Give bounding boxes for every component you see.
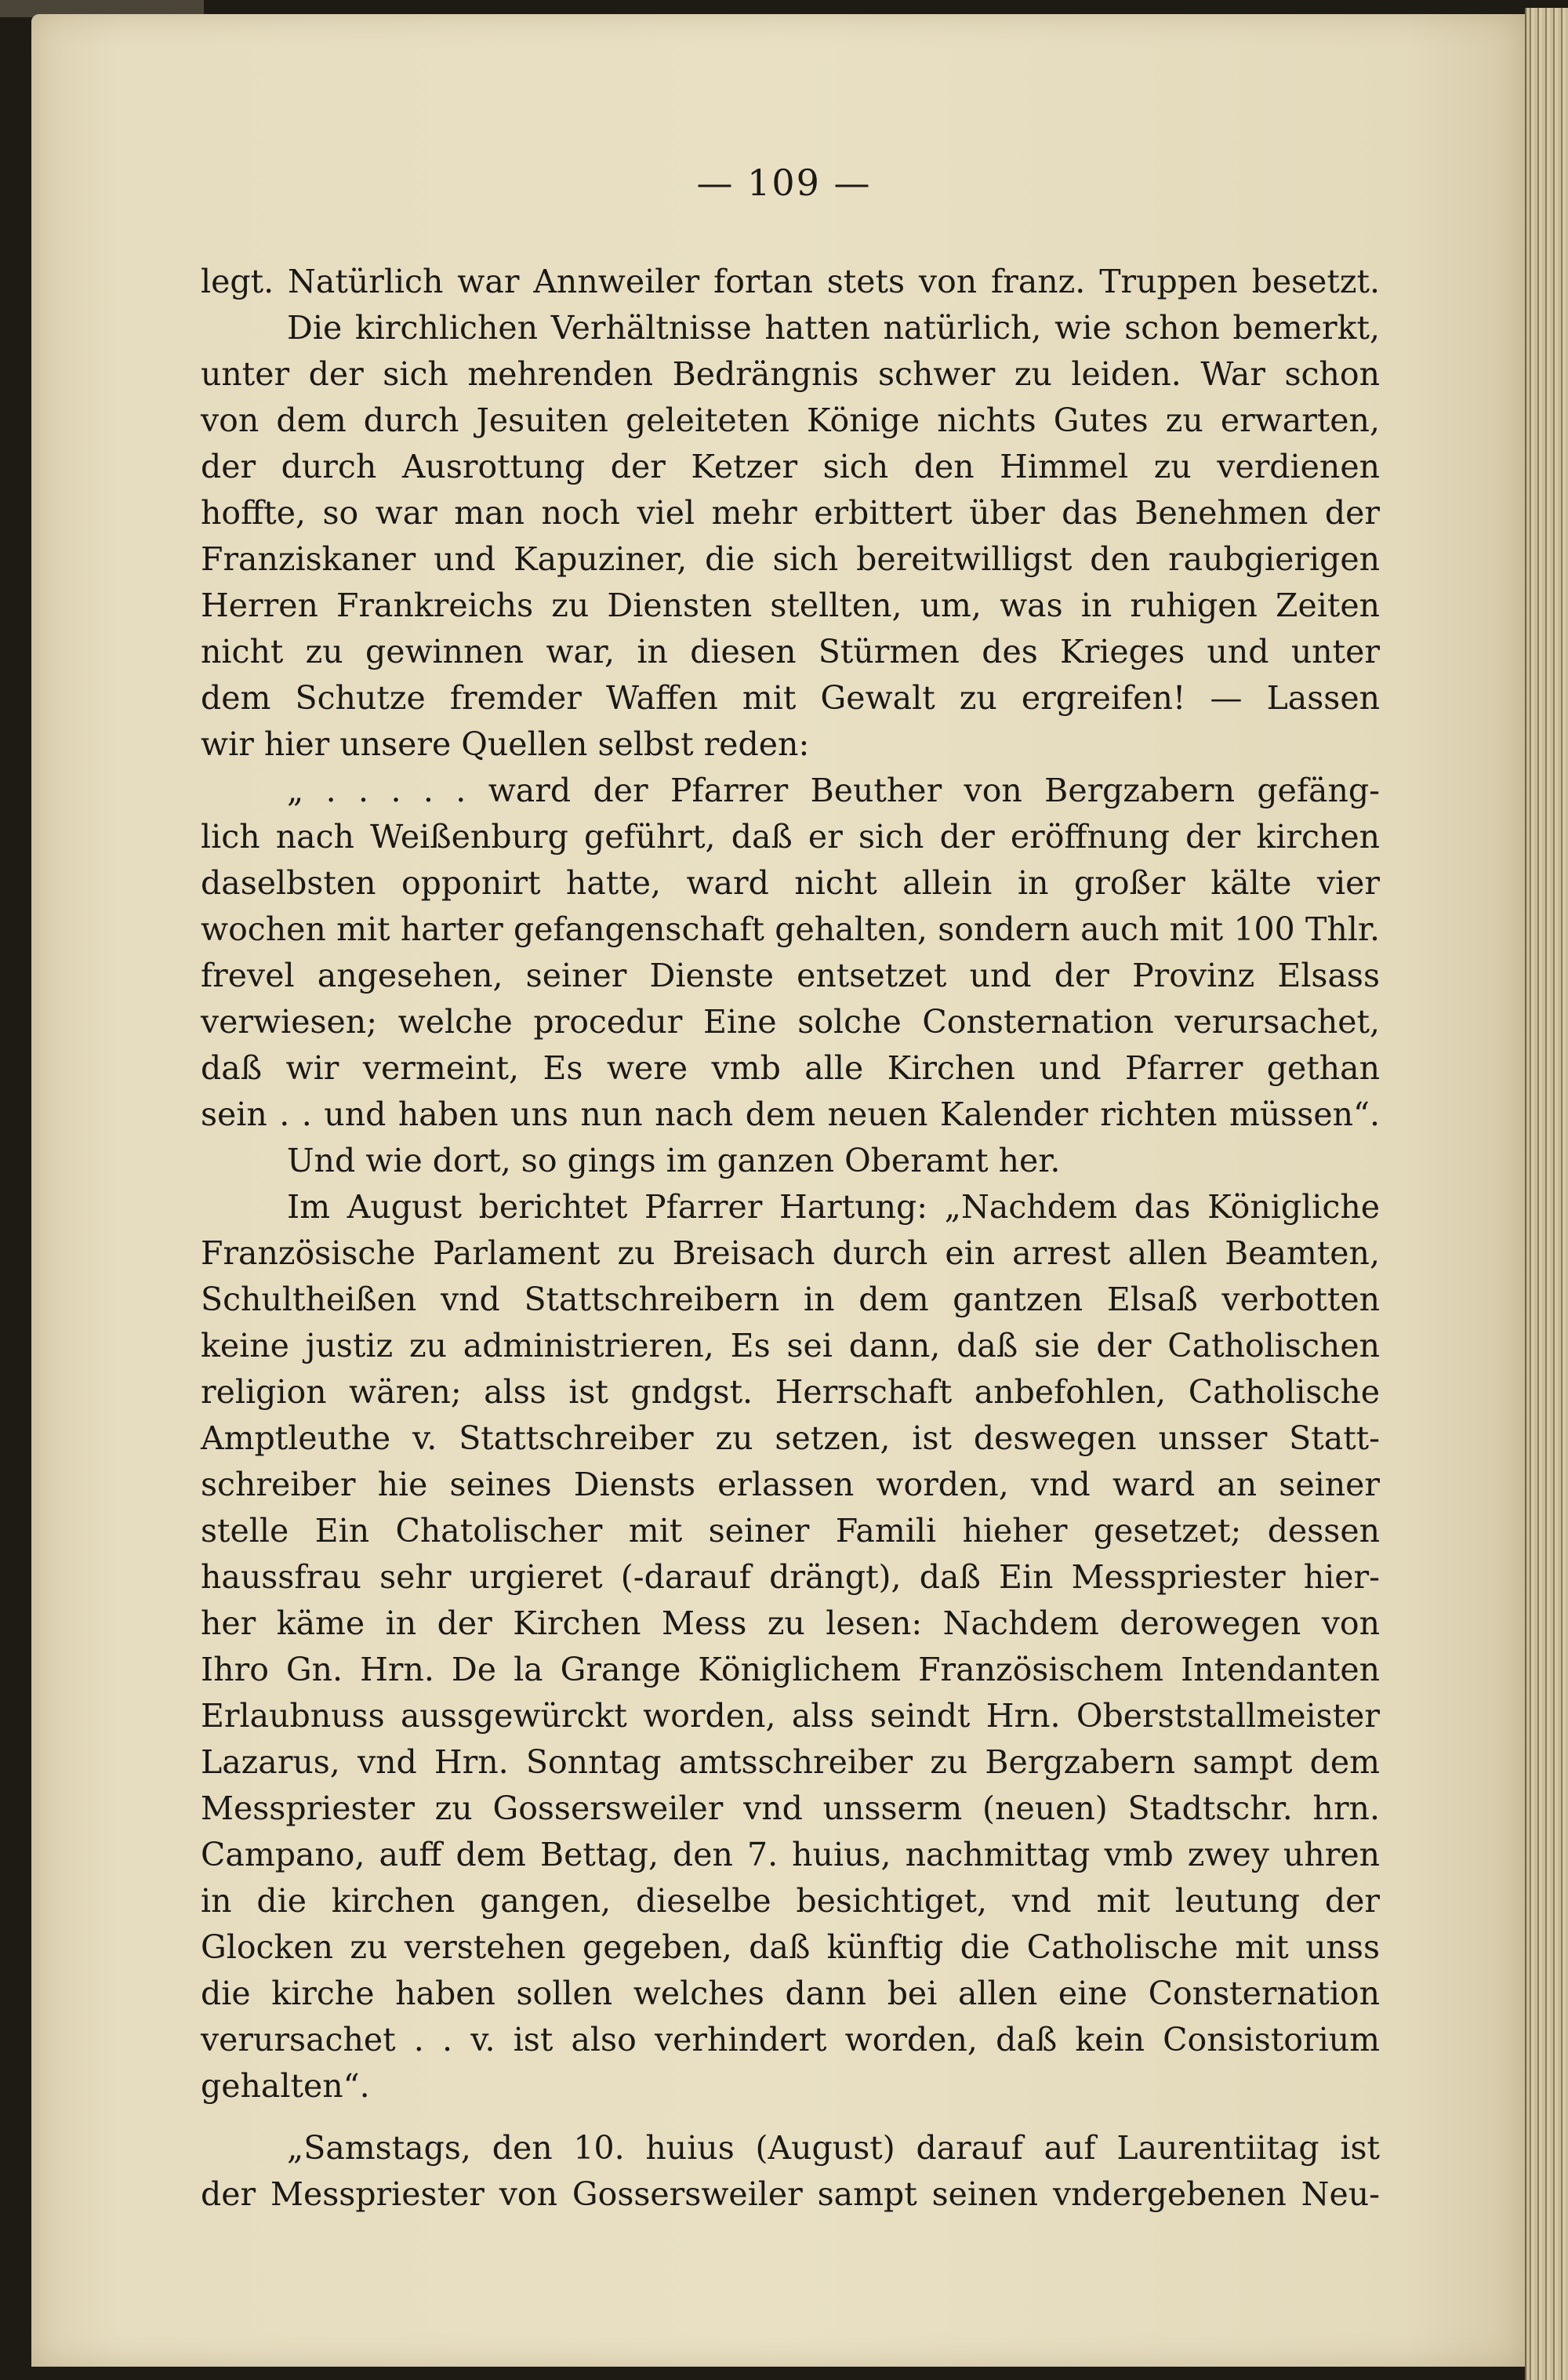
text-line: verwiesen; welche procedur Eine solche Consternation verursachet,	[201, 1003, 1380, 1041]
text-line: die kirche haben sollen welches dann bei allen eine Consternation	[201, 1975, 1380, 2012]
text-line: „ . . . . . ward der Pfarrer Beuther von Bergzabern gefäng-	[287, 772, 1380, 809]
text-line: lich nach Weißenburg geführt, daß er sich der eröffnung der kirchen	[201, 818, 1380, 856]
text-line: verursachet . . v. ist also verhindert worden, daß kein Consistorium	[201, 2021, 1380, 2058]
text-line: frevel angesehen, seiner Dienste entsetzet und der Provinz Elsass	[201, 957, 1380, 994]
text-line: unter der sich mehrenden Bedrängnis schwer zu leiden. War schon	[201, 355, 1380, 393]
text-line: Herren Frankreichs zu Diensten stellten, um, was in ruhigen Zeiten	[201, 587, 1380, 624]
text-line: hoffte, so war man noch viel mehr erbittert über das Benehmen der	[201, 494, 1380, 532]
body-text	[201, 259, 1380, 2218]
text-line: keine justiz zu administrieren, Es sei dann, daß sie der Catholischen	[201, 1327, 1380, 1364]
text-line: Campano, auff dem Bettag, den 7. huius, nachmittag vmb zwey uhren	[201, 1836, 1380, 1873]
book-page-edges	[1525, 8, 1568, 2380]
text-line: Glocken zu verstehen gegeben, daß künftig die Catholische mit unss	[201, 1928, 1380, 1966]
text-line: Französische Parlament zu Breisach durch ein arrest allen Beamten,	[201, 1234, 1380, 1272]
text-line: Und wie dort, so gings im ganzen Oberamt her.	[287, 1142, 1061, 1179]
text-line: Schultheißen vnd Stattschreibern in dem gantzen Elsaß verbotten	[201, 1281, 1380, 1318]
text-line: Die kirchlichen Verhältnisse hatten natürlich, wie schon bemerkt,	[287, 309, 1380, 347]
text-line: der Messpriester von Gossersweiler sampt seinen vndergebenen Neu-	[201, 2175, 1380, 2213]
text-line: Ihro Gn. Hrn. De la Grange Königlichem Französischem Intendanten	[201, 1651, 1380, 1688]
page-number: — 109 —	[696, 162, 872, 204]
text-line: daß wir vermeint, Es were vmb alle Kirchen und Pfarrer gethan	[201, 1049, 1380, 1087]
text-line: wochen mit harter gefangenschaft gehalten, sondern auch mit 100 Thlr.	[201, 910, 1380, 948]
text-line: Messpriester zu Gossersweiler vnd unsserm (neuen) Stadtschr. hrn.	[201, 1790, 1380, 1827]
text-line: her käme in der Kirchen Mess zu lesen: Nachdem derowegen von	[201, 1604, 1380, 1642]
text-line: Franziskaner und Kapuziner, die sich bereitwilligst den raubgierigen	[201, 540, 1380, 578]
text-line: dem Schutze fremder Waffen mit Gewalt zu ergreifen! — Lassen	[201, 679, 1380, 717]
text-line: sein . . und haben uns nun nach dem neuen Kalender richten müssen“.	[201, 1096, 1380, 1133]
paragraph-gap	[201, 2109, 1380, 2125]
text-line: schreiber hie seines Diensts erlassen worden, vnd ward an seiner	[201, 1466, 1380, 1503]
text-line: gehalten“.	[201, 2067, 370, 2105]
text-line: legt. Natürlich war Annweiler fortan stets von franz. Truppen besetzt.	[201, 263, 1380, 300]
text-line: nicht zu gewinnen war, in diesen Stürmen des Krieges und unter	[201, 633, 1380, 670]
text-line: wir hier unsere Quellen selbst reden:	[201, 725, 810, 763]
text-line: religion wären; alss ist gndgst. Herrschaft anbefohlen, Catholische	[201, 1373, 1380, 1411]
text-line: in die kirchen gangen, dieselbe besichtiget, vnd mit leutung der	[201, 1882, 1380, 1920]
text-line: Erlaubnuss aussgewürckt worden, alss seindt Hrn. Oberststallmeister	[201, 1697, 1380, 1735]
text-line: haussfrau sehr urgieret (-darauf drängt), daß Ein Messpriester hier-	[201, 1558, 1380, 1596]
text-line: daselbsten opponirt hatte, ward nicht allein in großer kälte vier	[201, 864, 1380, 902]
text-line: Amptleuthe v. Stattschreiber zu setzen, ist deswegen unsser Statt-	[201, 1419, 1380, 1457]
text-line: der durch Ausrottung der Ketzer sich den Himmel zu verdienen	[201, 448, 1380, 485]
text-line: „Samstags, den 10. huius (August) darauf auf Laurentiitag ist	[287, 2129, 1380, 2167]
text-line: Lazarus, vnd Hrn. Sonntag amtsschreiber zu Bergzabern sampt dem	[201, 1743, 1380, 1781]
text-line: von dem durch Jesuiten geleiteten Könige nichts Gutes zu erwarten,	[201, 402, 1380, 439]
text-line: Im August berichtet Pfarrer Hartung: „Nachdem das Königliche	[287, 1188, 1380, 1226]
text-line: stelle Ein Chatolischer mit seiner Famili hieher gesetzet; dessen	[201, 1512, 1380, 1550]
